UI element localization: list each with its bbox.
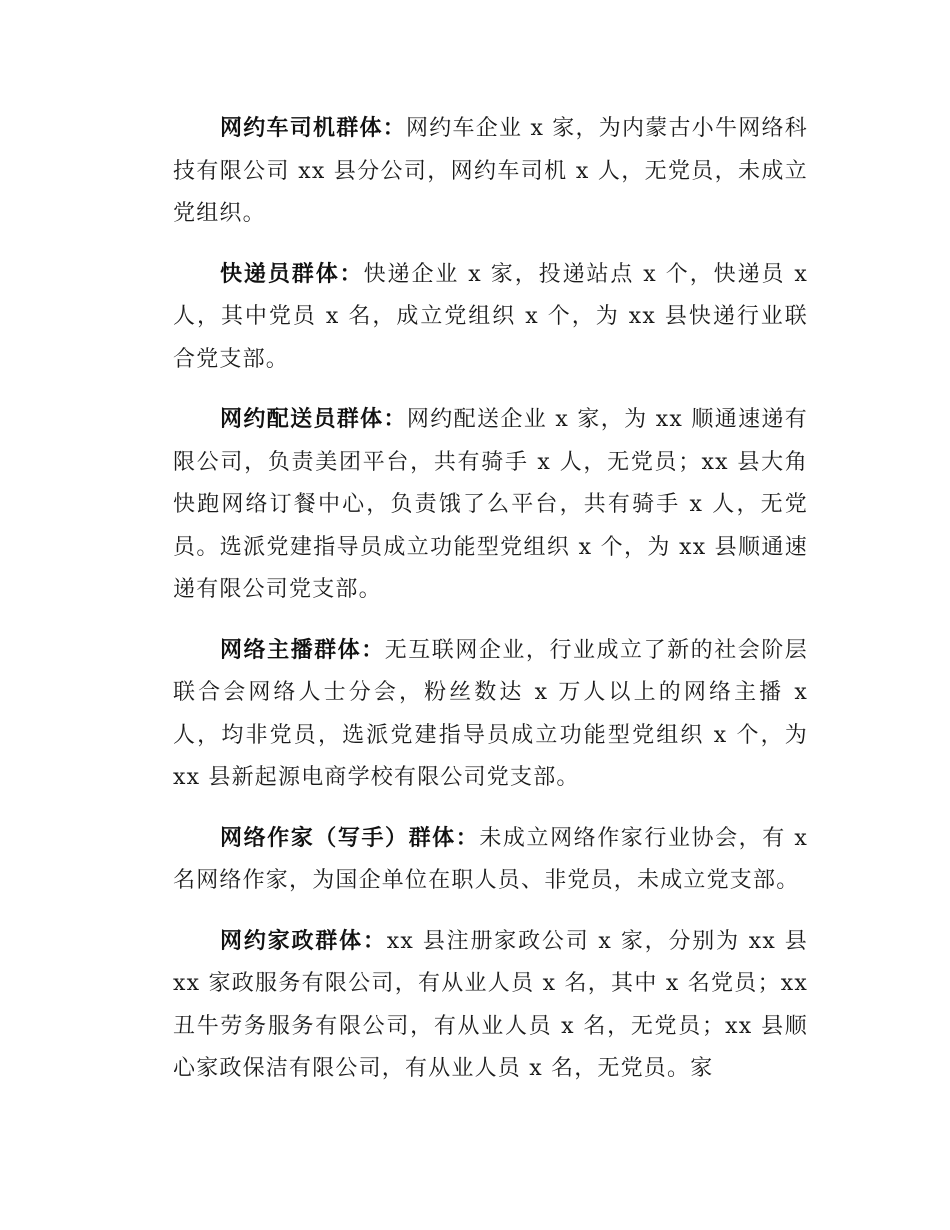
paragraph-heading: 网约配送员群体： <box>220 407 407 432</box>
paragraph-heading: 网络作家（写手）群体： <box>220 825 480 851</box>
paragraph-couriers <box>173 254 808 382</box>
document-page <box>173 108 808 1109</box>
paragraph-body: 未成立网络作家行业协会，有 x 名网络作家，为国企单位在职人员、非党员，未成立党支部。 <box>173 825 809 893</box>
paragraph-heading: 网约家政群体： <box>220 928 387 954</box>
paragraph-online-writers <box>173 818 808 903</box>
paragraph-heading: 网约车司机群体： <box>220 116 406 141</box>
paragraph-heading: 快递员群体： <box>220 261 364 287</box>
paragraph-body: 网约车企业 x 家，为内蒙古小牛网络科技有限公司 xx 县分公司，网约车司机 x 人，无党员，未成立党组织。 <box>173 116 808 226</box>
paragraph-body: 无互联网企业，行业成立了新的社会阶层联合会网络人士分会，粉丝数达 x 万人以上的网络主播 x 人，均非党员，选派党建指导员成立功能型党组织 x 个，为 xx 县新起源电商学校有限公司党支部。 <box>173 637 808 790</box>
paragraph-delivery-riders <box>173 399 808 612</box>
paragraph-body: 快递企业 x 家，投递站点 x 个，快递员 x 人，其中党员 x 名，成立党组织 x 个，为 xx 县快递行业联合党支部。 <box>173 261 808 372</box>
paragraph-live-streamers <box>173 630 808 800</box>
paragraph-body: 网约配送企业 x 家，为 xx 顺通速递有限公司，负责美团平台，共有骑手 x 人，无党员；xx 县大角快跑网络订餐中心，负责饿了么平台，共有骑手 x 人，无党员。选派党建指导员成立功能型党组织 x 个，为 xx 县顺通速递有限公司党支部。 <box>173 407 808 602</box>
paragraph-heading: 网络主播群体： <box>220 637 385 663</box>
paragraph-body: xx 县注册家政公司 x 家，分别为 xx 县 xx 家政服务有限公司，有从业人员 x 名，其中 x 名党员；xx 丑牛劳务服务有限公司，有从业人员 x 名，无党员；xx 县顺心家政保洁有限公司，有从业人员 x 名，无党员。家 <box>173 928 808 1081</box>
paragraph-ride-hailing-drivers <box>173 108 808 236</box>
paragraph-domestic-services <box>173 921 808 1091</box>
